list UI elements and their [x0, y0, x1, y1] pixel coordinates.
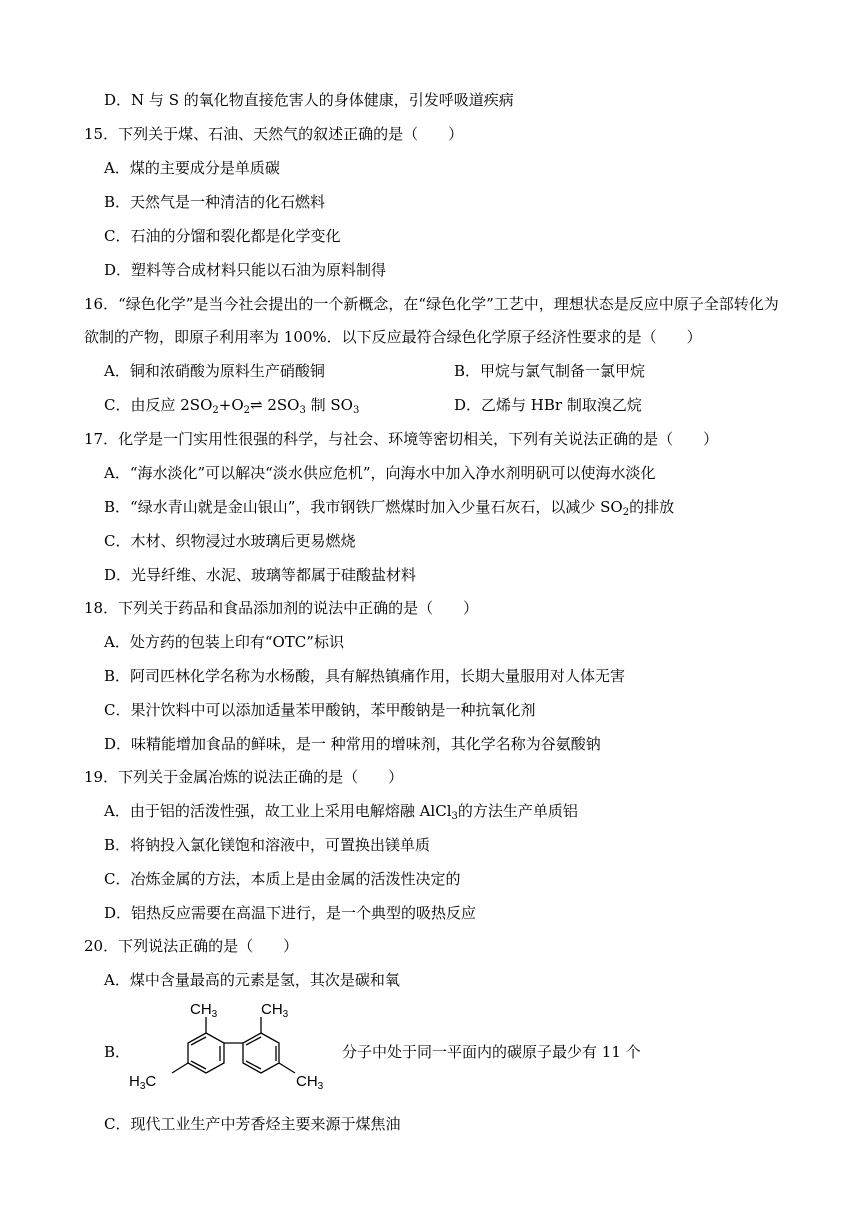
q17-option-b-text1: B．“绿水青山就是金山银山”，我市钢铁厂燃煤时加入少量石灰石，以减少 SO — [104, 498, 623, 516]
q16-option-a: A．铜和浓硝酸为原料生产硝酸铜 — [104, 362, 325, 380]
q16-option-c-sub3: 3 — [299, 405, 306, 416]
q17-option-d: D．光导纤维、水泥、玻璃等都属于硅酸盐材料 — [104, 566, 417, 584]
q15-stem: 15．下列关于煤、石油、天然气的叙述正确的是（ ） — [84, 125, 464, 143]
q20-option-c: C．现代工业生产中芳香烃主要来源于煤焦油 — [104, 1115, 401, 1133]
q15-option-a: A．煤的主要成分是单质碳 — [104, 159, 280, 177]
q20-option-a: A．煤中含量最高的元素是氢，其次是碳和氧 — [104, 971, 400, 989]
q16-option-c-sub4: 3 — [352, 405, 360, 416]
q18-option-c: C．果汁饮料中可以添加适量苯甲酸钠，苯甲酸钠是一种抗氧化剂 — [104, 701, 536, 719]
q20-stem: 20．下列说法正确的是（ ） — [84, 937, 299, 955]
q17-option-c: C．木材、织物浸过水玻璃后更易燃烧 — [104, 532, 356, 550]
q16-stem-line1: 16．“绿色化学”是当今社会提出的一个新概念，在“绿色化学”工艺中，理想状态是反应中原子全部转化为 — [84, 295, 779, 313]
q16-stem-line2: 欲制的产物，即原子利用率为 100%．以下反应最符合绿色化学原子经济性要求的是（ ） — [84, 328, 702, 346]
q17-option-b-text2: 的排放 — [629, 498, 675, 516]
q19-option-b: B．将钠投入氯化镁饱和溶液中，可置换出镁单质 — [104, 836, 431, 854]
q16-option-c — [104, 395, 359, 415]
q19-option-a — [104, 801, 578, 821]
q16-option-c-sub1: 2 — [212, 405, 219, 416]
q19-option-c: C．冶炼金属的方法，本质上是由金属的活泼性决定的 — [104, 870, 461, 888]
q16-option-c-text4: 制 SO — [305, 396, 353, 414]
q17-option-a: A．“海水淡化”可以解决“淡水供应危机”，向海水中加入净水剂明矾可以使海水淡化 — [104, 464, 656, 482]
q17-stem: 17．化学是一门实用性很强的科学，与社会、环境等密切相关，下列有关说法正确的是（ ） — [84, 430, 719, 448]
q16-option-b: B．甲烷与氯气制备一氯甲烷 — [454, 362, 646, 380]
q15-option-c: C．石油的分馏和裂化都是化学变化 — [104, 227, 341, 245]
q18-option-a: A．处方药的包装上印有“OTC”标识 — [104, 633, 344, 651]
q20-option-b-text: 分子中处于同一平面内的碳原子最少有 11 个 — [342, 1043, 641, 1061]
q18-stem: 18．下列关于药品和食品添加剂的说法中正确的是（ ） — [84, 599, 479, 617]
q19-option-a-text1: A．由于铝的活泼性强，故工业上采用电解熔融 AlCl — [104, 802, 452, 820]
molecule-structure-image — [124, 1001, 344, 1101]
q15-option-d: D．塑料等合成材料只能以石油为原料制得 — [104, 261, 387, 279]
q19-option-a-text2: 的方法生产单质铝 — [457, 802, 578, 820]
q20-option-b-label: B． — [104, 1043, 131, 1061]
q19-option-d: D．铝热反应需要在高温下进行，是一个典型的吸热反应 — [104, 904, 477, 922]
q16-option-c-sub2: 2 — [243, 405, 250, 416]
methyl-label-top-right: $CH_3$ — [261, 1001, 289, 1020]
tetramethylbiphenyl-structure — [124, 1001, 344, 1101]
q15-option-b: B．天然气是一种清洁的化石燃料 — [104, 193, 326, 211]
methyl-label-bottom-left: $H_3C$ — [129, 1073, 157, 1092]
q18-option-d: D．味精能增加食品的鲜味，是一 种常用的增味剂，其化学名称为谷氨酸钠 — [104, 735, 601, 753]
q17-option-b-sub: 2 — [622, 507, 630, 518]
q14-option-d: D．N 与 S 的氧化物直接危害人的身体健康，引发呼吸道疾病 — [104, 91, 514, 109]
q19-option-a-sub: 3 — [451, 811, 458, 822]
methyl-label-bottom-right: $CH_3$ — [296, 1073, 324, 1092]
methyl-label-top-left: $CH_3$ — [190, 1001, 218, 1020]
q16-option-c-text1: C．由反应 2SO — [104, 396, 213, 414]
q16-option-c-text3: ⇌ 2SO — [250, 396, 300, 414]
q19-stem: 19．下列关于金属冶炼的说法正确的是（ ） — [84, 768, 404, 786]
q16-option-c-text2: +O — [218, 396, 244, 414]
q18-option-b: B．阿司匹林化学名称为水杨酸，具有解热镇痛作用，长期大量服用对人体无害 — [104, 667, 626, 685]
q17-option-b — [104, 497, 674, 517]
q16-option-d: D．乙烯与 HBr 制取溴乙烷 — [454, 396, 642, 414]
